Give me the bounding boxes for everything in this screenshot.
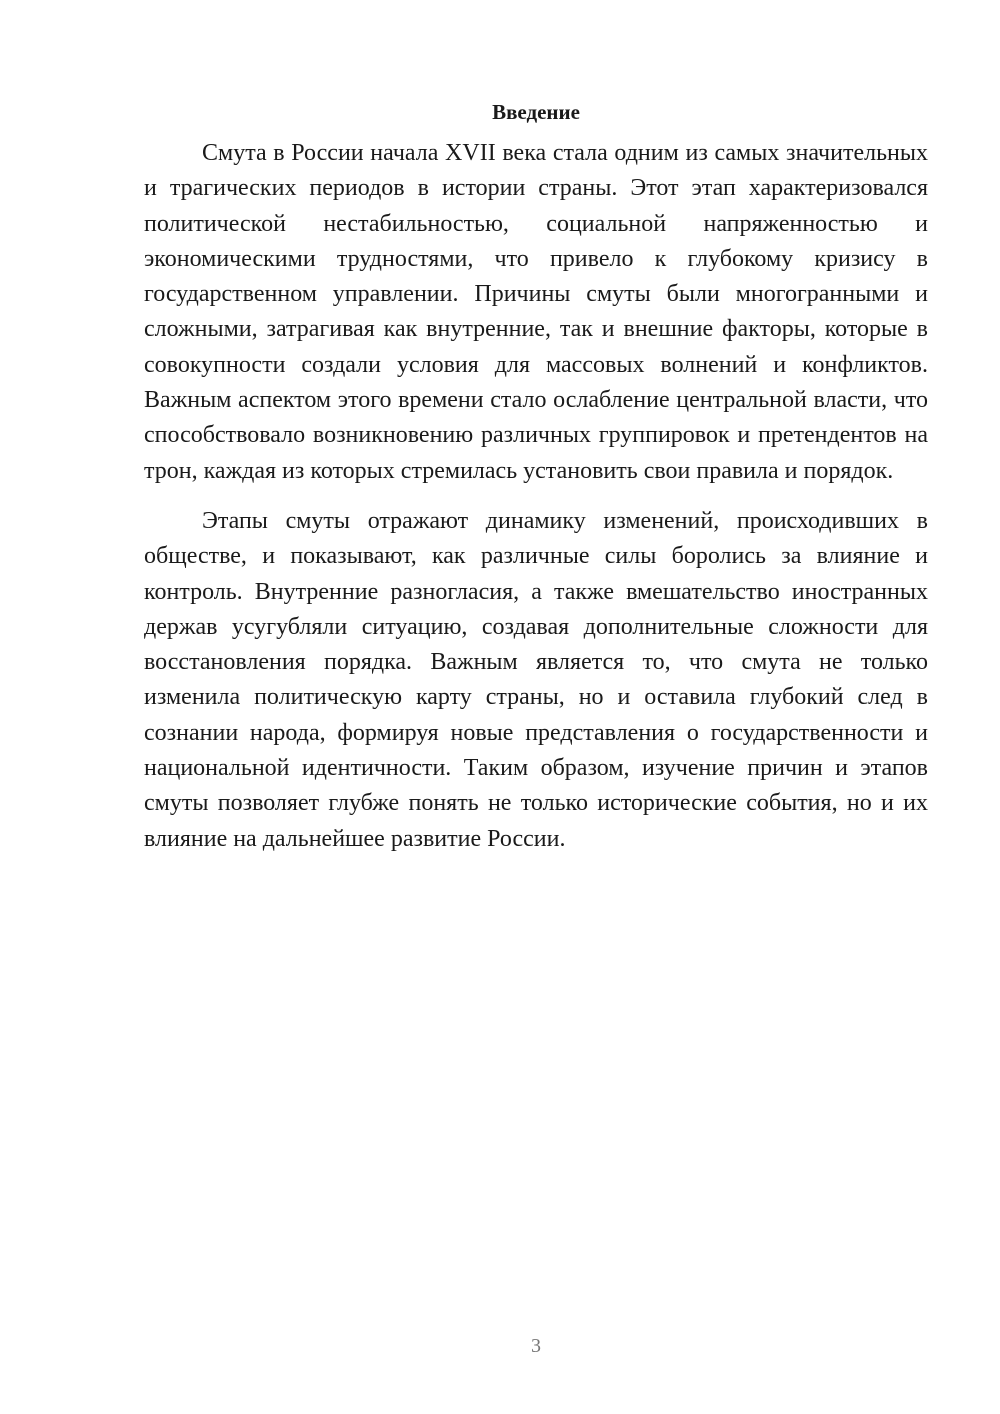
paragraph-2: Этапы смуты отражают динамику изменений, происходивших в обществе, и показывают, как различные силы боролись за влияние и контроль. Внутренние разногласия, а также вмешательство иностранных держав усугубляли ситуацию, создавая дополнительные сложности для восстановления порядка. Важным является то, что смута не только изменила политическую карту страны, но и оставила глубокий след в сознании народа, формируя новые представления о государственности и национальной идентичности. Таким образом, изучение причин и этапов смуты позволяет глубже понять не только исторические события, но и их влияние на дальнейшее развитие России. — [144, 507, 928, 852]
page-number: 3 — [531, 1335, 541, 1357]
section-title: Введение — [492, 100, 580, 124]
paragraph-1: Смута в России начала XVII века стала одним из самых значительных и трагических периодов в истории страны. Этот этап характеризовался политической нестабильностью, социальной напряженностью и экономическими трудностями, что привело к глубокому кризису в государственном управлении. Причины смуты были многогранными и сложными, затрагивая как внутренние, так и внешние факторы, которые в совокупности создали условия для массовых волнений и конфликтов. Важным аспектом этого времени стало ослабление центральной власти, что способствовало возникновению различных группировок и претендентов на трон, каждая из которых стремилась установить свои правила и порядок. — [144, 140, 928, 484]
page-content — [144, 98, 928, 857]
